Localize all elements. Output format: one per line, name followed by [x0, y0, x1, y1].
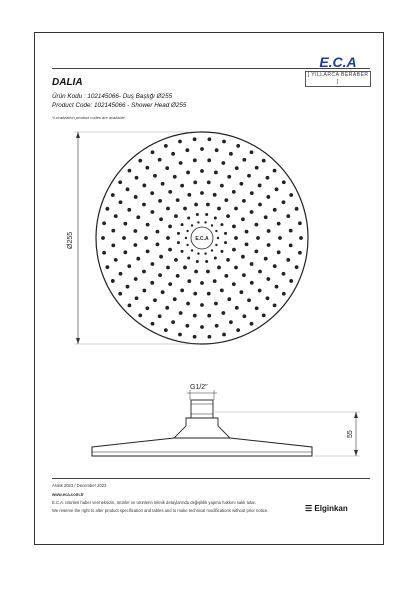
- nozzle-dot: [220, 184, 224, 188]
- nozzle-dot: [211, 224, 213, 226]
- nozzle-dot: [158, 273, 162, 277]
- nozzle-dot: [153, 174, 157, 178]
- nozzle-dot: [242, 314, 246, 318]
- nozzle-dot: [236, 328, 240, 332]
- nozzle-dot: [266, 296, 270, 300]
- nozzle-dot: [215, 324, 219, 328]
- nozzle-dot: [214, 302, 218, 306]
- nozzle-dot: [224, 198, 228, 202]
- nozzle-dot: [239, 182, 243, 186]
- nozzle-dot: [165, 166, 169, 170]
- nozzle-dot: [236, 144, 240, 148]
- elginkan-logo: [305, 504, 348, 513]
- nozzle-dot: [267, 243, 271, 247]
- nozzle-dot: [289, 193, 293, 197]
- eca-logo-mark: E.C.A: [319, 54, 357, 70]
- nozzle-dot: [266, 176, 270, 180]
- nozzle-dot: [208, 335, 212, 339]
- nozzle-dot: [207, 292, 211, 296]
- nozzle-dot: [168, 282, 172, 286]
- nozzle-dot: [221, 161, 225, 165]
- nozzle-dot: [145, 166, 149, 170]
- nozzle-dot: [166, 266, 170, 270]
- nozzle-dot: [207, 181, 211, 185]
- nozzle-dot: [158, 158, 162, 162]
- nozzle-dot: [232, 248, 236, 252]
- nozzle-dot: [245, 243, 249, 247]
- nozzle-dot: [183, 207, 187, 211]
- nozzle-dot: [200, 281, 204, 285]
- nozzle-dot: [118, 180, 122, 184]
- nozzle-dot: [185, 148, 189, 152]
- nozzle-dot: [286, 258, 290, 262]
- nozzle-dot: [196, 213, 199, 216]
- nozzle-dot: [222, 140, 226, 144]
- center-logo-text: E.C.A: [195, 236, 209, 242]
- nozzle-dot: [168, 190, 172, 194]
- nozzle-dot: [156, 243, 160, 247]
- nozzle-dot: [171, 320, 175, 324]
- nozzle-dot: [127, 208, 131, 212]
- nozzle-dot: [181, 223, 184, 226]
- nozzle-dot: [145, 306, 149, 310]
- nozzle-dot: [295, 207, 299, 211]
- nozzle-dot: [232, 282, 236, 286]
- nozzle-dot: [135, 296, 139, 300]
- nozzle-dot: [207, 314, 211, 318]
- nozzle-dot: [200, 325, 204, 329]
- nozzle-dot: [232, 224, 236, 228]
- nozzle-dot: [254, 223, 258, 227]
- nozzle-dot: [174, 258, 178, 262]
- product-name: DALIA: [52, 77, 83, 88]
- nozzle-dot: [178, 140, 182, 144]
- nozzle-dot: [158, 314, 162, 318]
- nozzle-dot: [242, 273, 246, 277]
- nozzle-dot: [258, 184, 262, 188]
- nozzle-dot: [142, 184, 146, 188]
- nozzle-dot: [194, 270, 198, 274]
- nozzle-dot: [214, 171, 218, 175]
- nozzle-dot: [205, 260, 208, 263]
- nozzle-dot: [200, 191, 204, 195]
- nozzle-dot: [114, 214, 118, 218]
- nozzle-dot: [174, 214, 178, 218]
- nozzle-dot: [213, 279, 217, 283]
- nozzle-dot: [166, 207, 170, 211]
- nozzle-dot: [176, 274, 180, 278]
- nozzle-dot: [126, 285, 130, 289]
- nozzle-dot: [217, 266, 221, 270]
- nozzle-dot: [250, 281, 254, 285]
- nozzle-dot: [164, 144, 168, 148]
- nozzle-dot: [273, 303, 277, 307]
- nozzle-dot: [264, 257, 268, 261]
- nozzle-dot: [207, 158, 211, 162]
- nozzle-dot: [150, 281, 154, 285]
- nozzle-dot: [181, 250, 184, 253]
- nozzle-dot: [245, 230, 249, 234]
- nozzle-dot: [222, 333, 226, 337]
- nozzle-dot: [214, 217, 217, 220]
- nozzle-dot: [262, 159, 266, 163]
- nozzle-dot: [123, 250, 127, 254]
- nozzle-dot: [289, 243, 293, 247]
- nozzle-dot: [142, 203, 146, 207]
- nozzle-dot: [177, 232, 180, 235]
- nozzle-dot: [186, 244, 188, 246]
- nozzle-dot: [146, 223, 150, 227]
- nozzle-dot: [128, 169, 132, 173]
- nozzle-dot: [213, 193, 217, 197]
- nozzle-dot: [168, 224, 172, 228]
- nozzle-dot: [191, 224, 193, 226]
- nozzle-dot: [226, 214, 230, 218]
- nozzle-dot: [186, 302, 190, 306]
- nozzle-dot: [282, 292, 286, 296]
- nozzle-dot: [111, 229, 115, 233]
- nozzle-dot: [220, 288, 224, 292]
- footer-url[interactable]: www.eca.com.tr: [52, 492, 84, 497]
- nozzle-dot: [250, 262, 254, 266]
- nozzle-dot: [101, 236, 105, 240]
- nozzle-dot: [255, 166, 259, 170]
- nozzle-dot: [156, 230, 160, 234]
- nozzle-dot: [185, 237, 187, 239]
- nozzle-dot: [275, 285, 279, 289]
- nozzle-dot: [250, 322, 254, 326]
- nozzle-dot: [153, 298, 157, 302]
- nozzle-dot: [258, 270, 262, 274]
- nozzle-dot: [165, 306, 169, 310]
- nozzle-dot: [250, 191, 254, 195]
- nozzle-dot: [247, 298, 251, 302]
- nozzle-dot: [102, 221, 106, 225]
- nozzle-dot: [161, 182, 165, 186]
- nozzle-dot: [151, 322, 155, 326]
- nozzle-dot: [191, 249, 193, 251]
- nozzle-dot: [111, 193, 115, 197]
- nozzle-dot: [151, 150, 155, 154]
- nozzle-dot: [151, 210, 155, 214]
- nozzle-dot: [200, 169, 204, 173]
- nozzle-dot: [127, 264, 131, 268]
- nozzle-dot: [208, 137, 212, 141]
- nozzle-dot: [282, 180, 286, 184]
- nozzle-dot: [215, 148, 219, 152]
- nozzle-dot: [111, 279, 115, 283]
- footer-date: Aralık 2023 / December 2023: [52, 483, 107, 488]
- nozzle-dot: [158, 199, 162, 203]
- nozzle-dot: [229, 320, 233, 324]
- nozzle-dot: [224, 274, 228, 278]
- nozzle-dot: [221, 311, 225, 315]
- nozzle-dot: [215, 230, 217, 232]
- nozzle-dot: [180, 288, 184, 292]
- nozzle-dot: [242, 199, 246, 203]
- nozzle-dot: [119, 272, 123, 276]
- nozzle-dot: [277, 250, 281, 254]
- nozzle-dot: [135, 176, 139, 180]
- nozzle-dot: [258, 203, 262, 207]
- nozzle-dot: [266, 277, 270, 281]
- nozzle-dot: [173, 175, 177, 179]
- elginkan-mark-icon: ☰: [305, 504, 313, 513]
- product-code-tr: Ürün Kodu : 102145066- Duş Başlığı Ø255: [52, 93, 173, 100]
- diameter-arrow-top: [76, 132, 80, 138]
- nozzle-dot: [193, 158, 197, 162]
- nozzle-dot: [138, 159, 142, 163]
- nozzle-dot: [273, 264, 277, 268]
- thread-connector: [191, 400, 213, 418]
- nozzle-dot: [250, 210, 254, 214]
- height-arrow-bottom: [354, 450, 358, 456]
- nozzle-dot: [193, 292, 197, 296]
- nozzle-dot: [144, 236, 148, 240]
- nozzle-dot: [241, 255, 245, 259]
- nozzle-dot: [282, 272, 286, 276]
- nozzle-dot: [187, 193, 191, 197]
- nozzle-dot: [193, 137, 197, 141]
- nozzle-dot: [173, 297, 177, 301]
- ball-joint-body: [174, 418, 230, 438]
- height-label: 55: [347, 430, 354, 438]
- nozzle-dot: [289, 279, 293, 283]
- nozzle-dot: [232, 190, 236, 194]
- nozzle-dot: [204, 221, 206, 223]
- nozzle-dot: [273, 169, 277, 173]
- nozzle-dot: [114, 258, 118, 262]
- nozzle-dot: [217, 207, 221, 211]
- nozzle-dot: [178, 333, 182, 337]
- nozzle-dot: [299, 236, 303, 240]
- nozzle-dot: [102, 251, 106, 255]
- nozzle-dot: [239, 290, 243, 294]
- nozzle-dot: [164, 328, 168, 332]
- nozzle-dot: [234, 236, 238, 240]
- nozzle-dot: [133, 229, 137, 233]
- nozzle-dot: [180, 184, 184, 188]
- nozzle-dot: [196, 260, 199, 263]
- nozzle-dot: [159, 217, 163, 221]
- nozzle-dot: [197, 252, 199, 254]
- nozzle-dot: [161, 290, 165, 294]
- localization-note: *Localization product codes are available.: [52, 115, 126, 120]
- nozzle-dot: [215, 244, 217, 246]
- nozzle-dot: [278, 236, 282, 240]
- nozzle-dot: [298, 221, 302, 225]
- nozzle-dot: [211, 249, 213, 251]
- nozzle-dot: [264, 215, 268, 219]
- nozzle-dot: [217, 237, 219, 239]
- nozzle-dot: [200, 303, 204, 307]
- nozzle-dot: [134, 195, 138, 199]
- nozzle-dot: [193, 314, 197, 318]
- nozzle-dot: [171, 152, 175, 156]
- nozzle-dot: [227, 175, 231, 179]
- nozzle-dot: [205, 213, 208, 216]
- nozzle-dot: [256, 236, 260, 240]
- nozzle-dot: [275, 187, 279, 191]
- nozzle-dot: [123, 222, 127, 226]
- nozzle-dot: [295, 265, 299, 269]
- product-code-en: Product Code: 102145066 - Shower Head Ø255: [52, 102, 187, 109]
- nozzle-dot: [187, 279, 191, 283]
- nozzle-dot: [136, 257, 140, 261]
- nozzle-dot: [247, 174, 251, 178]
- nozzle-dot: [193, 335, 197, 339]
- nozzle-dot: [282, 200, 286, 204]
- nozzle-dot: [150, 191, 154, 195]
- nozzle-dot: [220, 250, 223, 253]
- nozzle-dot: [258, 289, 262, 293]
- nozzle-dot: [146, 250, 150, 254]
- thread-label: G1/2": [190, 384, 208, 391]
- footer-disclaimer-en: We reserve the right to alter product specification and tables and to make technical modifications without prior notice.: [52, 508, 269, 513]
- nozzle-dot: [136, 215, 140, 219]
- nozzle-dot: [183, 266, 187, 270]
- elginkan-brand-text: Elginkan: [314, 504, 348, 513]
- nozzle-dot: [273, 208, 277, 212]
- nozzle-dot: [106, 265, 110, 269]
- nozzle-dot: [262, 314, 266, 318]
- nozzle-dot: [179, 311, 183, 315]
- nozzle-dot: [241, 217, 245, 221]
- nozzle-dot: [214, 256, 217, 259]
- nozzle-dot: [186, 171, 190, 175]
- nozzle-dot: [235, 166, 239, 170]
- nozzle-dot: [229, 152, 233, 156]
- nozzle-dot: [204, 252, 206, 254]
- nozzle-dot: [186, 230, 188, 232]
- nozzle-dot: [234, 207, 238, 211]
- nozzle-dot: [134, 277, 138, 281]
- nozzle-dot: [298, 251, 302, 255]
- nozzle-dot: [289, 229, 293, 233]
- nozzle-dot: [194, 203, 198, 207]
- nozzle-dot: [142, 289, 146, 293]
- eca-logo-tagline: [ YILLARCA BERABER ]: [305, 71, 371, 87]
- shower-plate-side: [92, 438, 312, 456]
- diameter-arrow-bottom: [76, 338, 80, 344]
- nozzle-dot: [122, 236, 126, 240]
- nozzle-dot: [277, 222, 281, 226]
- diameter-label: Ø255: [67, 231, 74, 249]
- nozzle-dot: [266, 195, 270, 199]
- nozzle-dot: [255, 306, 259, 310]
- nozzle-dot: [176, 198, 180, 202]
- footer-disclaimer-tr: E.C.A. ürünleri haber vermeksizin, ürünler ve ürünlerin teknik detaylarında değişiklik yapma hakkını saklı tutar.: [52, 500, 256, 505]
- nozzle-dot: [177, 241, 180, 244]
- nozzle-dot: [151, 262, 155, 266]
- nozzle-dot: [197, 221, 199, 223]
- nozzle-dot: [193, 181, 197, 185]
- nozzle-dot: [159, 255, 163, 259]
- nozzle-dot: [200, 147, 204, 151]
- nozzle-dot: [142, 270, 146, 274]
- nozzle-dot: [128, 303, 132, 307]
- nozzle-dot: [254, 250, 258, 254]
- nozzle-dot: [168, 248, 172, 252]
- nozzle-dot: [111, 243, 115, 247]
- nozzle-dot: [106, 207, 110, 211]
- nozzle-dot: [133, 243, 137, 247]
- nozzle-dot: [235, 306, 239, 310]
- nozzle-dot: [206, 203, 210, 207]
- nozzle-dot: [138, 314, 142, 318]
- nozzle-dot: [166, 236, 170, 240]
- nozzle-dot: [187, 217, 190, 220]
- nozzle-dot: [242, 158, 246, 162]
- nozzle-dot: [224, 232, 227, 235]
- nozzle-dot: [226, 258, 230, 262]
- nozzle-dot: [234, 266, 238, 270]
- nozzle-dot: [267, 229, 271, 233]
- nozzle-dot: [179, 161, 183, 165]
- nozzle-dot: [286, 214, 290, 218]
- nozzle-dot: [250, 150, 254, 154]
- nozzle-dot: [224, 241, 227, 244]
- height-arrow-top: [354, 412, 358, 418]
- nozzle-dot: [227, 297, 231, 301]
- nozzle-dot: [185, 324, 189, 328]
- nozzle-dot: [119, 200, 123, 204]
- nozzle-dot: [118, 292, 122, 296]
- nozzle-dot: [220, 223, 223, 226]
- nozzle-dot: [126, 187, 130, 191]
- nozzle-dot: [206, 270, 210, 274]
- nozzle-dot: [187, 256, 190, 259]
